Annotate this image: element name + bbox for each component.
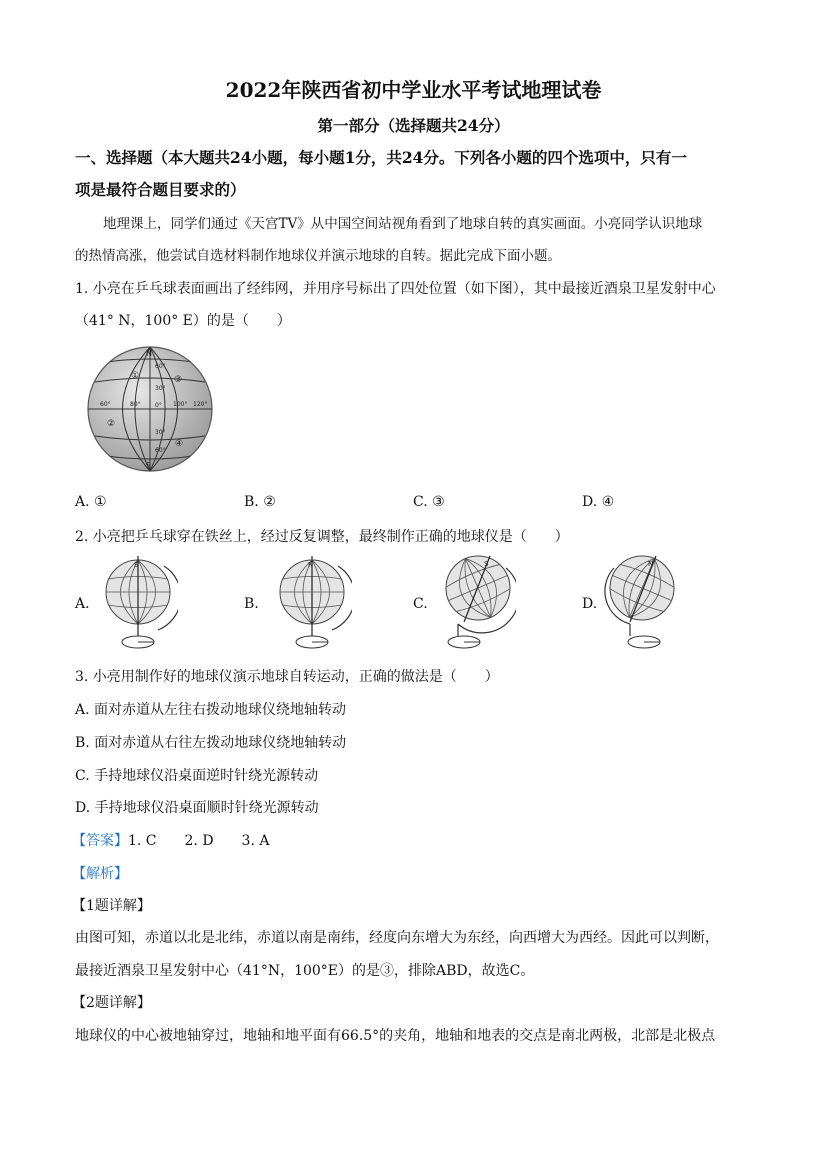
marker-1: ① <box>131 371 140 381</box>
q1-stem-line1: 1. 小亮在乒乓球表面画出了经纬网，并用序号标出了四处位置（如下图），其中最接近酒泉卫星发射中心 <box>75 281 716 297</box>
marker-3: ③ <box>174 375 183 385</box>
detail1-line1: 由图可知，赤道以北是北纬，赤道以南是南纬，经度向东增大为东经，向西增大为西经。因此可以判断， <box>75 930 719 946</box>
intro-line1: 地理课上，同学们通过《天宫TV》从中国空间站视角看到了地球自转的真实画面。小亮同学认识地球 <box>103 216 703 232</box>
q2-option-a-label[interactable]: A. <box>75 596 90 612</box>
section-heading-line2: 项是最符合题目要求的） <box>75 180 246 199</box>
q2-globe-a[interactable] <box>98 552 178 656</box>
marker-2: ② <box>107 419 116 429</box>
q2-stem: 2. 小亮把乒乓球穿在铁丝上，经过反复调整，最终制作正确的地球仪是（ ） <box>75 529 569 545</box>
lat-label-60s: 60° <box>155 447 166 454</box>
lat-label-30n: 30° <box>155 385 166 392</box>
lat-label-30s: 30° <box>155 429 166 436</box>
intro-line2: 的热情高涨，他尝试自选材料制作地球仪并演示地球的自转。据此完成下面小题。 <box>75 248 561 264</box>
q3-option-c[interactable]: C. 手持地球仪沿桌面逆时针绕光源转动 <box>75 768 319 784</box>
q1-stem-line2: （41° N，100° E）的是（ ） <box>75 313 291 329</box>
q2-a-pole-label: S <box>134 561 139 569</box>
q2-globe-d[interactable] <box>604 552 684 656</box>
lon-label-60: 60° <box>100 401 111 408</box>
lon-label-100: 100° <box>173 401 188 408</box>
analysis-label: 【解析】 <box>72 866 128 882</box>
q1-option-a[interactable]: A. ① <box>75 494 107 510</box>
globe-south-label: S <box>146 461 152 470</box>
q1-option-c[interactable]: C. ③ <box>413 494 445 510</box>
section-heading-line1: 一、选择题（本大题共24小题，每小题1分，共24分。下列各小题的四个选项中，只有一 <box>75 148 687 167</box>
q2-option-d-label[interactable]: D. <box>582 596 598 612</box>
q1-option-d[interactable]: D. ④ <box>582 494 615 510</box>
q2-d-pole-label: N <box>648 560 654 568</box>
q2-globe-b[interactable] <box>272 552 352 656</box>
lat-label-60n: 60° <box>155 363 166 370</box>
q2-c-pole-label: S <box>484 560 489 568</box>
detail2-line1: 地球仪的中心被地轴穿过，地轴和地平面有66.5°的夹角，地轴和地表的交点是南北两极，北部是北极点 <box>75 1028 716 1044</box>
marker-4: ④ <box>175 439 184 449</box>
q3-option-a[interactable]: A. 面对赤道从左往右拨动地球仪绕地轴转动 <box>75 702 347 718</box>
q1-option-b[interactable]: B. ② <box>244 494 276 510</box>
graticule-globe-figure <box>85 344 215 474</box>
globe-north-label: N <box>146 349 152 358</box>
q3-option-b[interactable]: B. 面对赤道从右往左拨动地球仪绕地轴转动 <box>75 735 347 751</box>
page-title: 2022年陕西省初中学业水平考试地理试卷 <box>225 78 602 102</box>
q2-globe-c[interactable] <box>436 552 516 656</box>
q2-option-c-label[interactable]: C. <box>413 596 428 612</box>
answer-line <box>72 830 269 850</box>
q2-b-pole-label: N <box>308 561 314 569</box>
detail2-label: 【2题详解】 <box>72 995 151 1011</box>
lon-label-80: 80° <box>130 401 141 408</box>
detail1-label: 【1题详解】 <box>72 898 151 914</box>
detail1-line2: 最接近酒泉卫星发射中心（41°N，100°E）的是③，排除ABD，故选C。 <box>75 963 535 979</box>
answer-label: 【答案】 <box>72 833 128 849</box>
lat-label-0: 0° <box>155 402 162 409</box>
part-title: 第一部分（选择题共24分） <box>317 116 510 135</box>
q3-option-d[interactable]: D. 手持地球仪沿桌面顺时针绕光源转动 <box>75 800 319 816</box>
q2-option-b-label[interactable]: B. <box>244 596 259 612</box>
lon-label-120: 120° <box>193 401 208 408</box>
answer-text: 1. C 2. D 3. A <box>128 833 270 849</box>
q3-stem: 3. 小亮用制作好的地球仪演示地球自转运动，正确的做法是（ ） <box>75 669 499 685</box>
